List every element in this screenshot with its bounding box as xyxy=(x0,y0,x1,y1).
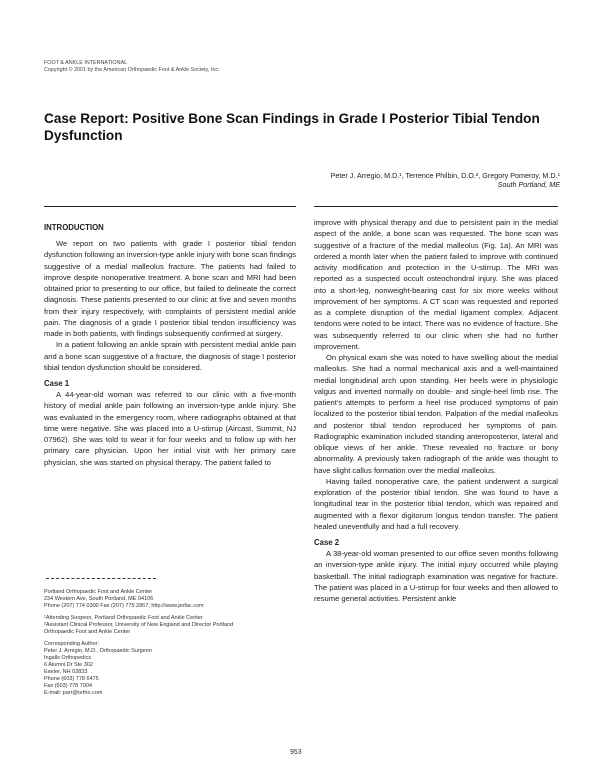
footnote-line: E-mail: parr@ortho.com xyxy=(44,690,103,696)
author-names: Peter J. Arregio, M.D.¹, Terrence Philbin, D.O.², Gregory Pomeroy, M.D.¹ xyxy=(330,171,560,180)
journal-header xyxy=(44,60,220,74)
footnote-line: Fax (603) 778 7004 xyxy=(44,683,93,689)
right-column-rule xyxy=(314,206,558,207)
paragraph: improve with physical therapy and due to persistent pain in the medial aspect of the ankle, a bone scan was requested. The bone scan was suggestive of a fracture of the medial malleolus (Fig. 1a). An MRI was ordered a month later when the patient failed to improve with continued activity modification and protection in the U-stirrup. The MRI was reported as a suspected occult osteochondral injury. She was placed into a short-leg, nonweight-bearing cast for six more weeks without improvement of her symptoms. A CT scan was requested and reported as a complete disruption of the medial ligament complex. Adjacent tendons were noted to be intact. There was no evidence of fracture. She was subsequently referred to our clinic when she had no further improvement. xyxy=(314,218,558,351)
paragraph: Having failed nonoperative care, the patient underwent a surgical exploration of the posterior tibial tendon. She was found to have a longitudinal tear in the posterior tibial tendon, which was repaired and augmented with a flexor digitorum longus tendon transfer. The patient healed uneventfully and had a full recovery. xyxy=(314,476,558,531)
footnotes xyxy=(44,589,296,702)
section-heading-introduction: INTRODUCTION xyxy=(44,223,104,232)
article-title: Case Report: Positive Bone Scan Findings in Grade I Posterior Tibial Tendon Dysfunction xyxy=(44,111,540,143)
footnote-separator xyxy=(46,578,156,579)
footnote-line: Peter J. Arregio, M.D., Orthopaedic Surgeon xyxy=(44,648,152,654)
section-heading-case-2: Case 2 xyxy=(314,538,340,547)
footnote-affiliation-2 xyxy=(44,615,296,636)
footnote-line: Phone (603) 778 6475 xyxy=(44,676,99,682)
journal-copyright: Copyright © 2001 by the American Orthopaedic Foot & Ankle Society, Inc. xyxy=(44,67,220,73)
left-column xyxy=(44,222,296,468)
footnote-line: Phone (207) 774 0300 Fax (207) 775 2867; http://www.pofac.com xyxy=(44,603,204,609)
footnote-line: Exeter, NH 03833 xyxy=(44,669,88,675)
paragraph: On physical exam she was noted to have swelling about the medial malleolus. She had a normal mechanical axis and a well-maintained medial longitudinal arch upon standing. Her heels were in physiologic valgus and inverted normally on double- and single-heel limb rise. The patient's attempts to perform a heel rise produced symptoms of pain localized to the posterior tibial tendon. Palpation of the medial malleolus and posterior tibial tendon reproduced her symptoms of pain. Radiographic examination included standing anteroposterior, lateral and oblique views of her ankle. These revealed no fracture or bony abnormality. A previously taken radiograph of the ankle was thought to have slight callus formation over the medial malleolus. xyxy=(314,353,558,475)
section-heading-case-1: Case 1 xyxy=(44,379,70,388)
paragraph: In a patient following an ankle sprain with persistent medial ankle pain and a bone scan suggestive of a fracture, the diagnosis of stage I posterior tibial tendon dysfunction should be considered. xyxy=(44,340,296,372)
left-column-rule xyxy=(44,206,296,207)
author-block xyxy=(331,171,560,189)
footnote-line: Corresponding Author: xyxy=(44,641,100,647)
footnote-line: Ingalls Orthopedics xyxy=(44,655,92,661)
paragraph: A 44-year-old woman was referred to our clinic with a five-month history of medial ankle pain following an inversion-type ankle injury. She was evaluated in the emergency room, where radiographs obtained at that time were negative. She was placed into a U-stirrup (Aircast, Summit, NJ 07962). She was told to wear it for four weeks and to follow up with her primary care physician. Upon her initial visit with her primary care physician, she was started on physical therapy. The patient failed to xyxy=(44,390,296,467)
footnote-line: Portland Orthopaedic Foot and Ankle Center xyxy=(44,589,153,595)
footnote-line: Orthopaedic Foot and Ankle Center xyxy=(44,629,131,635)
page-number: 953 xyxy=(290,749,302,756)
author-location: South Portland, ME xyxy=(497,180,560,189)
footnote-line: 6 Alumni Dr Ste 302 xyxy=(44,662,93,668)
footnote-line: ²Assistant Clinical Professor, University of New England and Director Portland xyxy=(44,622,234,628)
footnote-line: ¹Attending Surgeon, Portland Orthopaedic Foot and Ankle Center xyxy=(44,615,203,621)
journal-name: FOOT & ANKLE INTERNATIONAL xyxy=(44,60,128,66)
footnote-affiliation-1 xyxy=(44,589,296,610)
footnote-line: 234 Western Ave, South Portland, ME 04106 xyxy=(44,596,154,602)
paragraph: A 38-year-old woman presented to our office seven months following an inversion-type ankle injury. The initial injury occurred while playing basketball. The initial radiograph examination was negative for fracture. The patient was placed in a U-stirrup for four weeks and then allowed to resume general activities. Persistent ankle xyxy=(314,549,558,603)
right-column xyxy=(314,217,558,604)
footnote-corresponding-author xyxy=(44,641,296,697)
paragraph: We report on two patients with grade I posterior tibial tendon dysfunction following an inversion-type ankle injury with bone scan findings suggestive of a medial malleolus fracture. The patients had failed to improve despite nonoperative treatment. A bone scan and MRI had been obtained prior to presenting to our office, but failed to delineate the correct diagnosis. These patients presented to our clinic at five and seven months from their injury respectively, with complaints of persistent medial ankle pain. The diagnosis of a grade I posterior tibial tendon insufficiency was made in both patients, with findings subsequently confirmed at surgery. xyxy=(44,239,296,338)
